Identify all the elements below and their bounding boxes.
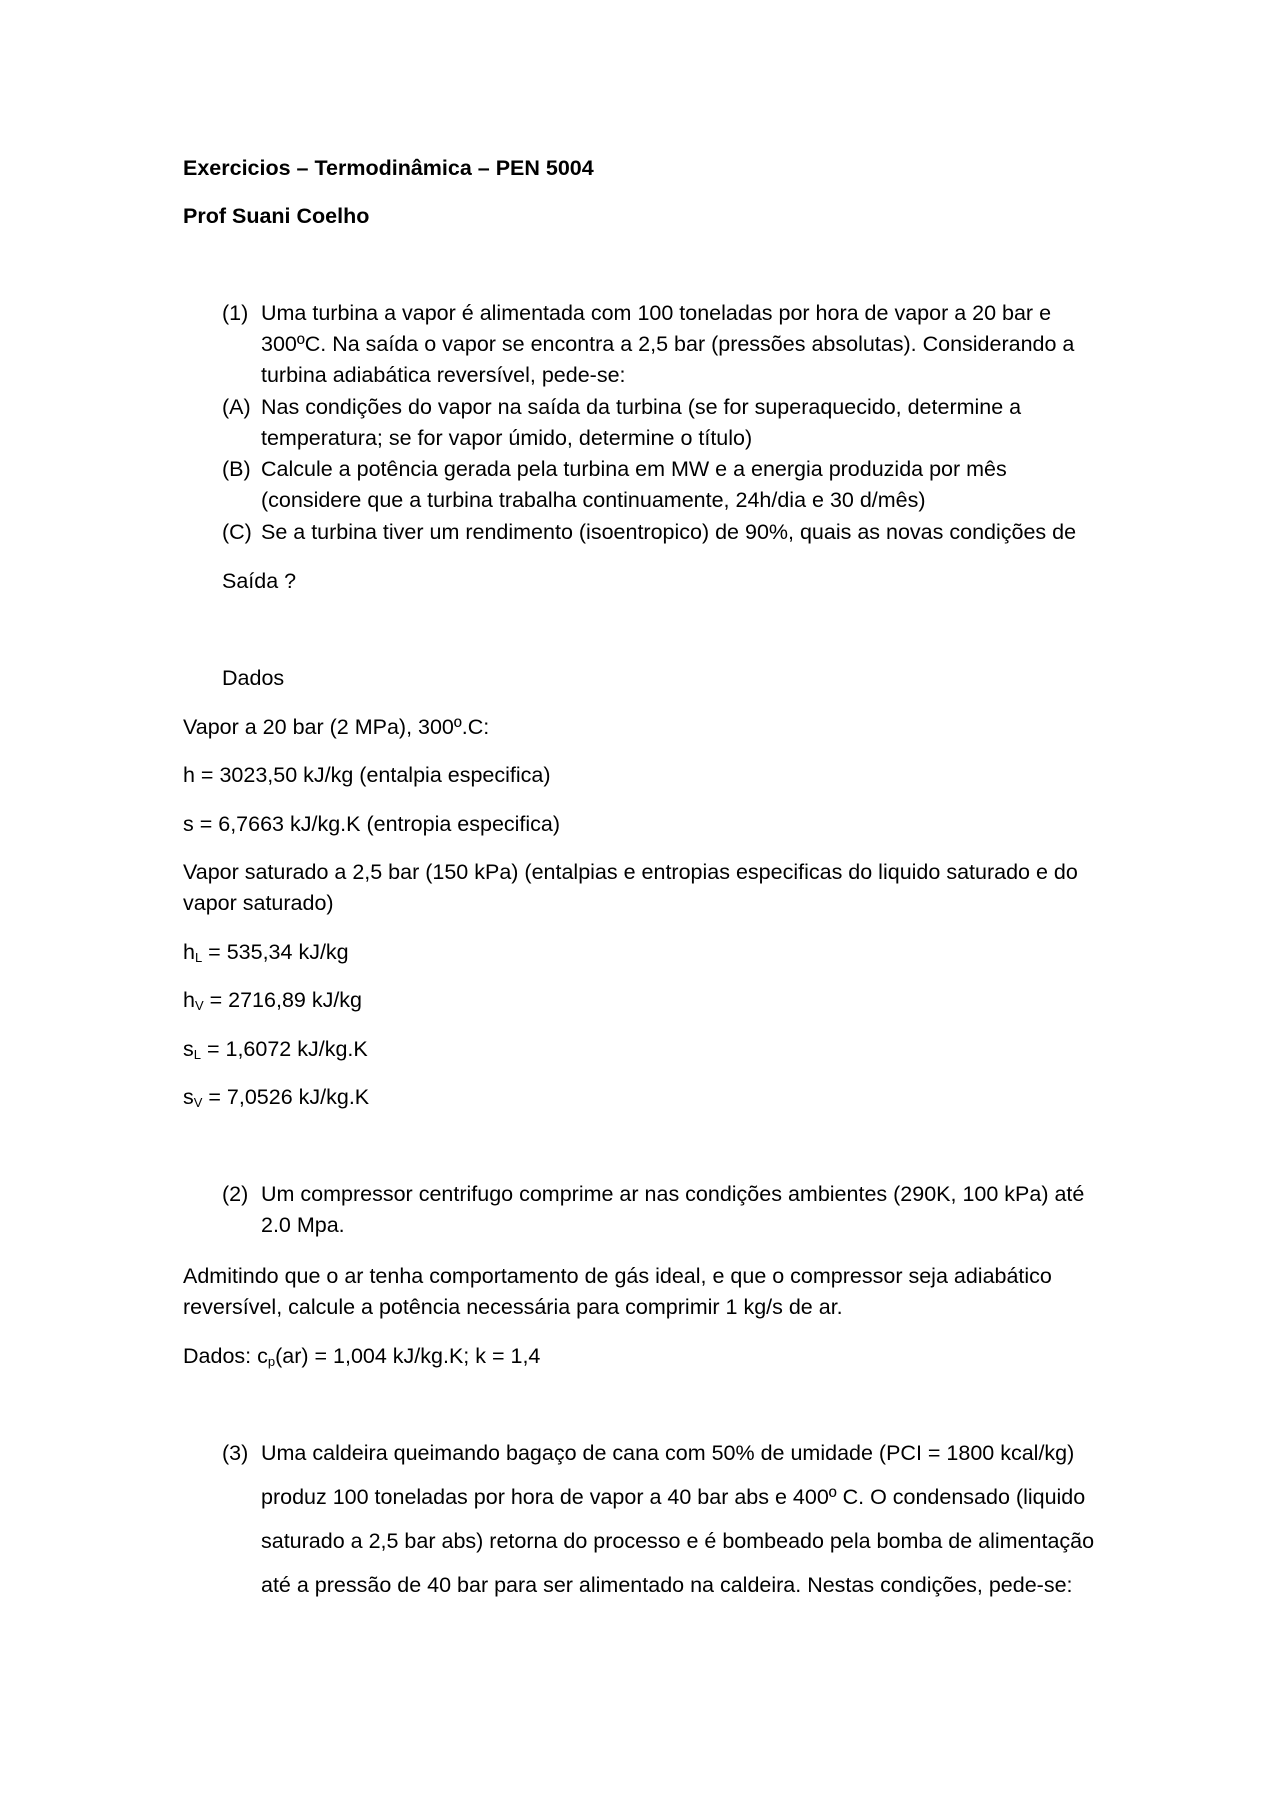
q3-line: Uma caldeira queimando bagaço de cana com 50% de umidade (PCI = 1800 kcal/kg) <box>261 1441 1075 1465</box>
q1-line: 300ºC. Na saída o vapor se encontra a 2,5 bar (pressões absolutas). Considerando a <box>261 332 1075 356</box>
dados-title: Dados <box>222 666 285 690</box>
q3-line: saturado a 2,5 bar abs) retorna do processo e é bombeado pela bomba de alimentação <box>261 1529 1095 1553</box>
q2-body-line: reversível, calcule a potência necessária para comprimir 1 kg/s de ar. <box>183 1295 843 1319</box>
q1-line: Uma turbina a vapor é alimentada com 100 toneladas por hora de vapor a 20 bar e <box>261 301 1052 325</box>
property-sv: $s_V = 7,0526$ kJ/kg.K <box>183 1085 370 1110</box>
enthalpy-value: h = 3023,50 kJ/kg (entalpia especifica) <box>183 763 551 787</box>
entropy-value: s = 6,7663 kJ/kg.K (entropia especifica) <box>183 812 561 836</box>
property-hl: $h_L = 535,34$ kJ/kg <box>183 940 349 965</box>
q2-line: Um compressor centrifugo comprime ar nas condições ambientes (290K, 100 kPa) até <box>261 1182 1085 1206</box>
q1-a-line: temperatura; se for vapor úmido, determine o título) <box>261 426 753 450</box>
vapor-inlet-conditions: Vapor a 20 bar (2 MPa), 300º.C: <box>183 715 490 739</box>
q3-line: até a pressão de 40 bar para ser alimentado na caldeira. Nestas condições, pede-se: <box>261 1573 1073 1597</box>
q3-number: (3) <box>222 1441 249 1465</box>
q1-c-line: Se a turbina tiver um rendimento (isoentropico) de 90%, quais as novas condições de <box>261 520 1077 544</box>
q1-a-line: Nas condições do vapor na saída da turbina (se for superaquecido, determine a <box>261 395 1022 419</box>
document-author: Prof Suani Coelho <box>183 204 370 228</box>
q1-c-continuation: Saída ? <box>222 569 297 593</box>
q2-number: (2) <box>222 1182 249 1206</box>
saturated-vapor-line: Vapor saturado a 2,5 bar (150 kPa) (entalpias e entropias especificas do liquido saturado e do <box>183 860 1078 884</box>
property-sl: $s_L = 1,6072$ kJ/kg.K <box>183 1037 368 1062</box>
q1-c-label: (C) <box>222 520 252 544</box>
q2-dados: Dados: $c_p(ar) = 1,004$ kJ/kg.K; k = 1,4 <box>183 1344 541 1369</box>
saturated-vapor-line: vapor saturado) <box>183 891 334 915</box>
q1-b-label: (B) <box>222 457 251 481</box>
q3-line: produz 100 toneladas por hora de vapor a 40 bar abs e 400º C. O condensado (liquido <box>261 1485 1086 1509</box>
property-hv: $h_V = 2716,89$ kJ/kg <box>183 988 363 1013</box>
q1-number: (1) <box>222 301 249 325</box>
q1-b-line: Calcule a potência gerada pela turbina em MW e a energia produzida por mês <box>261 457 1007 481</box>
document-title: Exercicios – Termodinâmica – PEN 5004 <box>183 156 594 180</box>
q2-body-line: Admitindo que o ar tenha comportamento de gás ideal, e que o compressor seja adiabático <box>183 1264 1052 1288</box>
q1-b-line: (considere que a turbina trabalha continuamente, 24h/dia e 30 d/mês) <box>261 488 926 512</box>
q1-line: turbina adiabática reversível, pede-se: <box>261 363 626 387</box>
q2-line: 2.0 Mpa. <box>261 1213 345 1237</box>
q1-a-label: (A) <box>222 395 251 419</box>
